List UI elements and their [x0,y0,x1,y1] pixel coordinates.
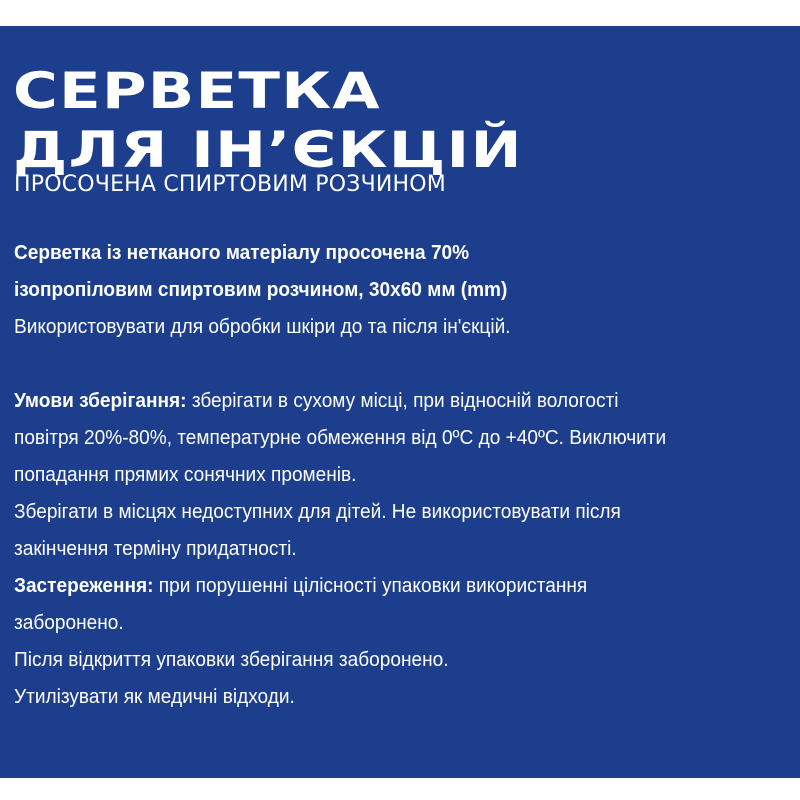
storage-text-1: зберігати в сухому місці, при відносній вологості [186,389,619,412]
description-line-1: Серветка із нетканого матеріалу просочена 70% [14,241,470,264]
body-text [14,234,741,715]
storage-line-2: повітря 20%-80%, температурне обмеження від 0ºС до +40ºС. Виключити [14,426,667,449]
subtitle: ПРОСОЧЕНА СПИРТОВИМ РОЗЧИНОМ [14,172,446,197]
title-line-2: ДЛЯ ІН’ЄКЦІЙ [13,121,523,179]
storage-line-3: попадання прямих сонячних променів. [14,463,357,486]
warning-line-2: заборонено. [14,611,124,634]
warning-label: Застереження: [14,574,154,597]
storage-label: Умови зберігання: [14,389,187,412]
title-line-1: СЕРВЕТКА [13,62,381,120]
warning-text-1: при порушенні цілісності упаковки використання [153,574,588,597]
storage-line-5: закінчення терміну придатності. [14,537,297,560]
storage-line-1 [14,382,741,419]
warning-line-3: Після відкриття упаковки зберігання заборонено. [14,648,449,671]
storage-line-4: Зберігати в місцях недоступних для дітей. Не використовувати після [14,500,621,523]
usage-line: Використовувати для обробки шкіри до та після ін'єкцій. [14,315,511,338]
paragraph-gap [14,345,741,382]
description-line-2: ізопропіловим спиртовим розчином, 30х60 мм (mm) [14,278,508,301]
warning-line-4: Утилізувати як медичні відходи. [14,685,295,708]
warning-line-1 [14,567,741,604]
product-info-panel [0,26,800,778]
